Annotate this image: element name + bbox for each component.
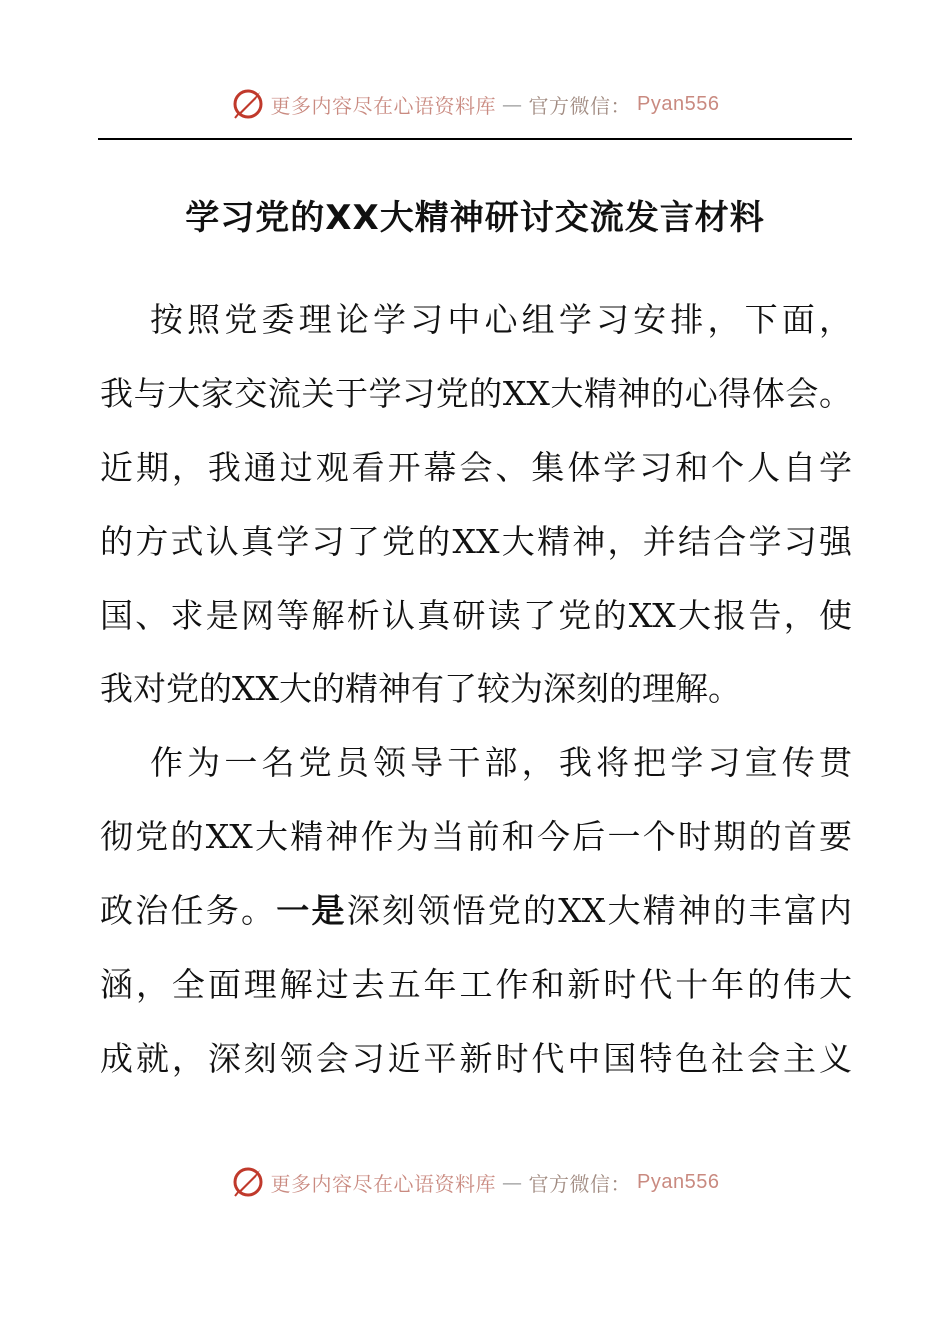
paragraph-1-line: 按照党委理论学习中心组学习安排，下面， (150, 300, 852, 339)
paragraph-2-line: 成就，深刻领会习近平新时代中国特色社会主义 (100, 1038, 852, 1078)
emphasis-first-point: 一是 (276, 891, 347, 931)
paragraph-1-line: 近期，我通过观看开幕会、集体学习和个人自学 (100, 447, 852, 487)
banner-wechat-label: 官方微信： (528, 93, 632, 118)
banner-wechat-id: Pyan556 (637, 92, 720, 115)
header-banner (0, 84, 950, 124)
document-title: 学习党的XX大精神研讨交流发言材料 (185, 198, 765, 238)
paragraph-1-line: 的方式认真学习了党的XX大精神，并结合学习强 (100, 521, 852, 561)
banner-wechat-id: Pyan556 (637, 1170, 720, 1193)
header-divider (98, 138, 852, 140)
footer-banner (0, 1162, 950, 1202)
quill-pen-logo-icon (231, 1165, 265, 1199)
document-body (100, 292, 852, 1105)
paragraph-2-line: 作为一名党员领导干部，我将把学习宣传贯 (150, 743, 852, 783)
paragraph-1-line: 我与大家交流关于学习党的XX大精神的心得体会。 (100, 373, 852, 413)
banner-wechat-label: 官方微信： (528, 1171, 632, 1196)
quill-pen-logo-icon (231, 87, 265, 121)
paragraph-1-line: 我对党的XX大的精神有了较为深刻的理解。 (100, 669, 741, 709)
banner-separator: — (502, 1170, 523, 1194)
paragraph-2-line: 涵，全面理解过去五年工作和新时代十年的伟大 (100, 965, 852, 1005)
line-suffix: 深刻领悟党的XX大精神的丰富内 (346, 891, 852, 931)
banner-separator: — (502, 92, 523, 116)
banner-text: 更多内容尽在心语资料库 (270, 1171, 497, 1196)
paragraph-2-line: 彻党的XX大精神作为当前和今后一个时期的首要 (100, 817, 852, 857)
banner-text: 更多内容尽在心语资料库 (270, 93, 497, 118)
paragraph-2-line-with-emphasis (100, 883, 852, 957)
paragraph-1-line: 国、求是网等解析认真研读了党的XX大报告，使 (100, 595, 852, 635)
line-prefix: 政治任务。 (100, 891, 277, 931)
